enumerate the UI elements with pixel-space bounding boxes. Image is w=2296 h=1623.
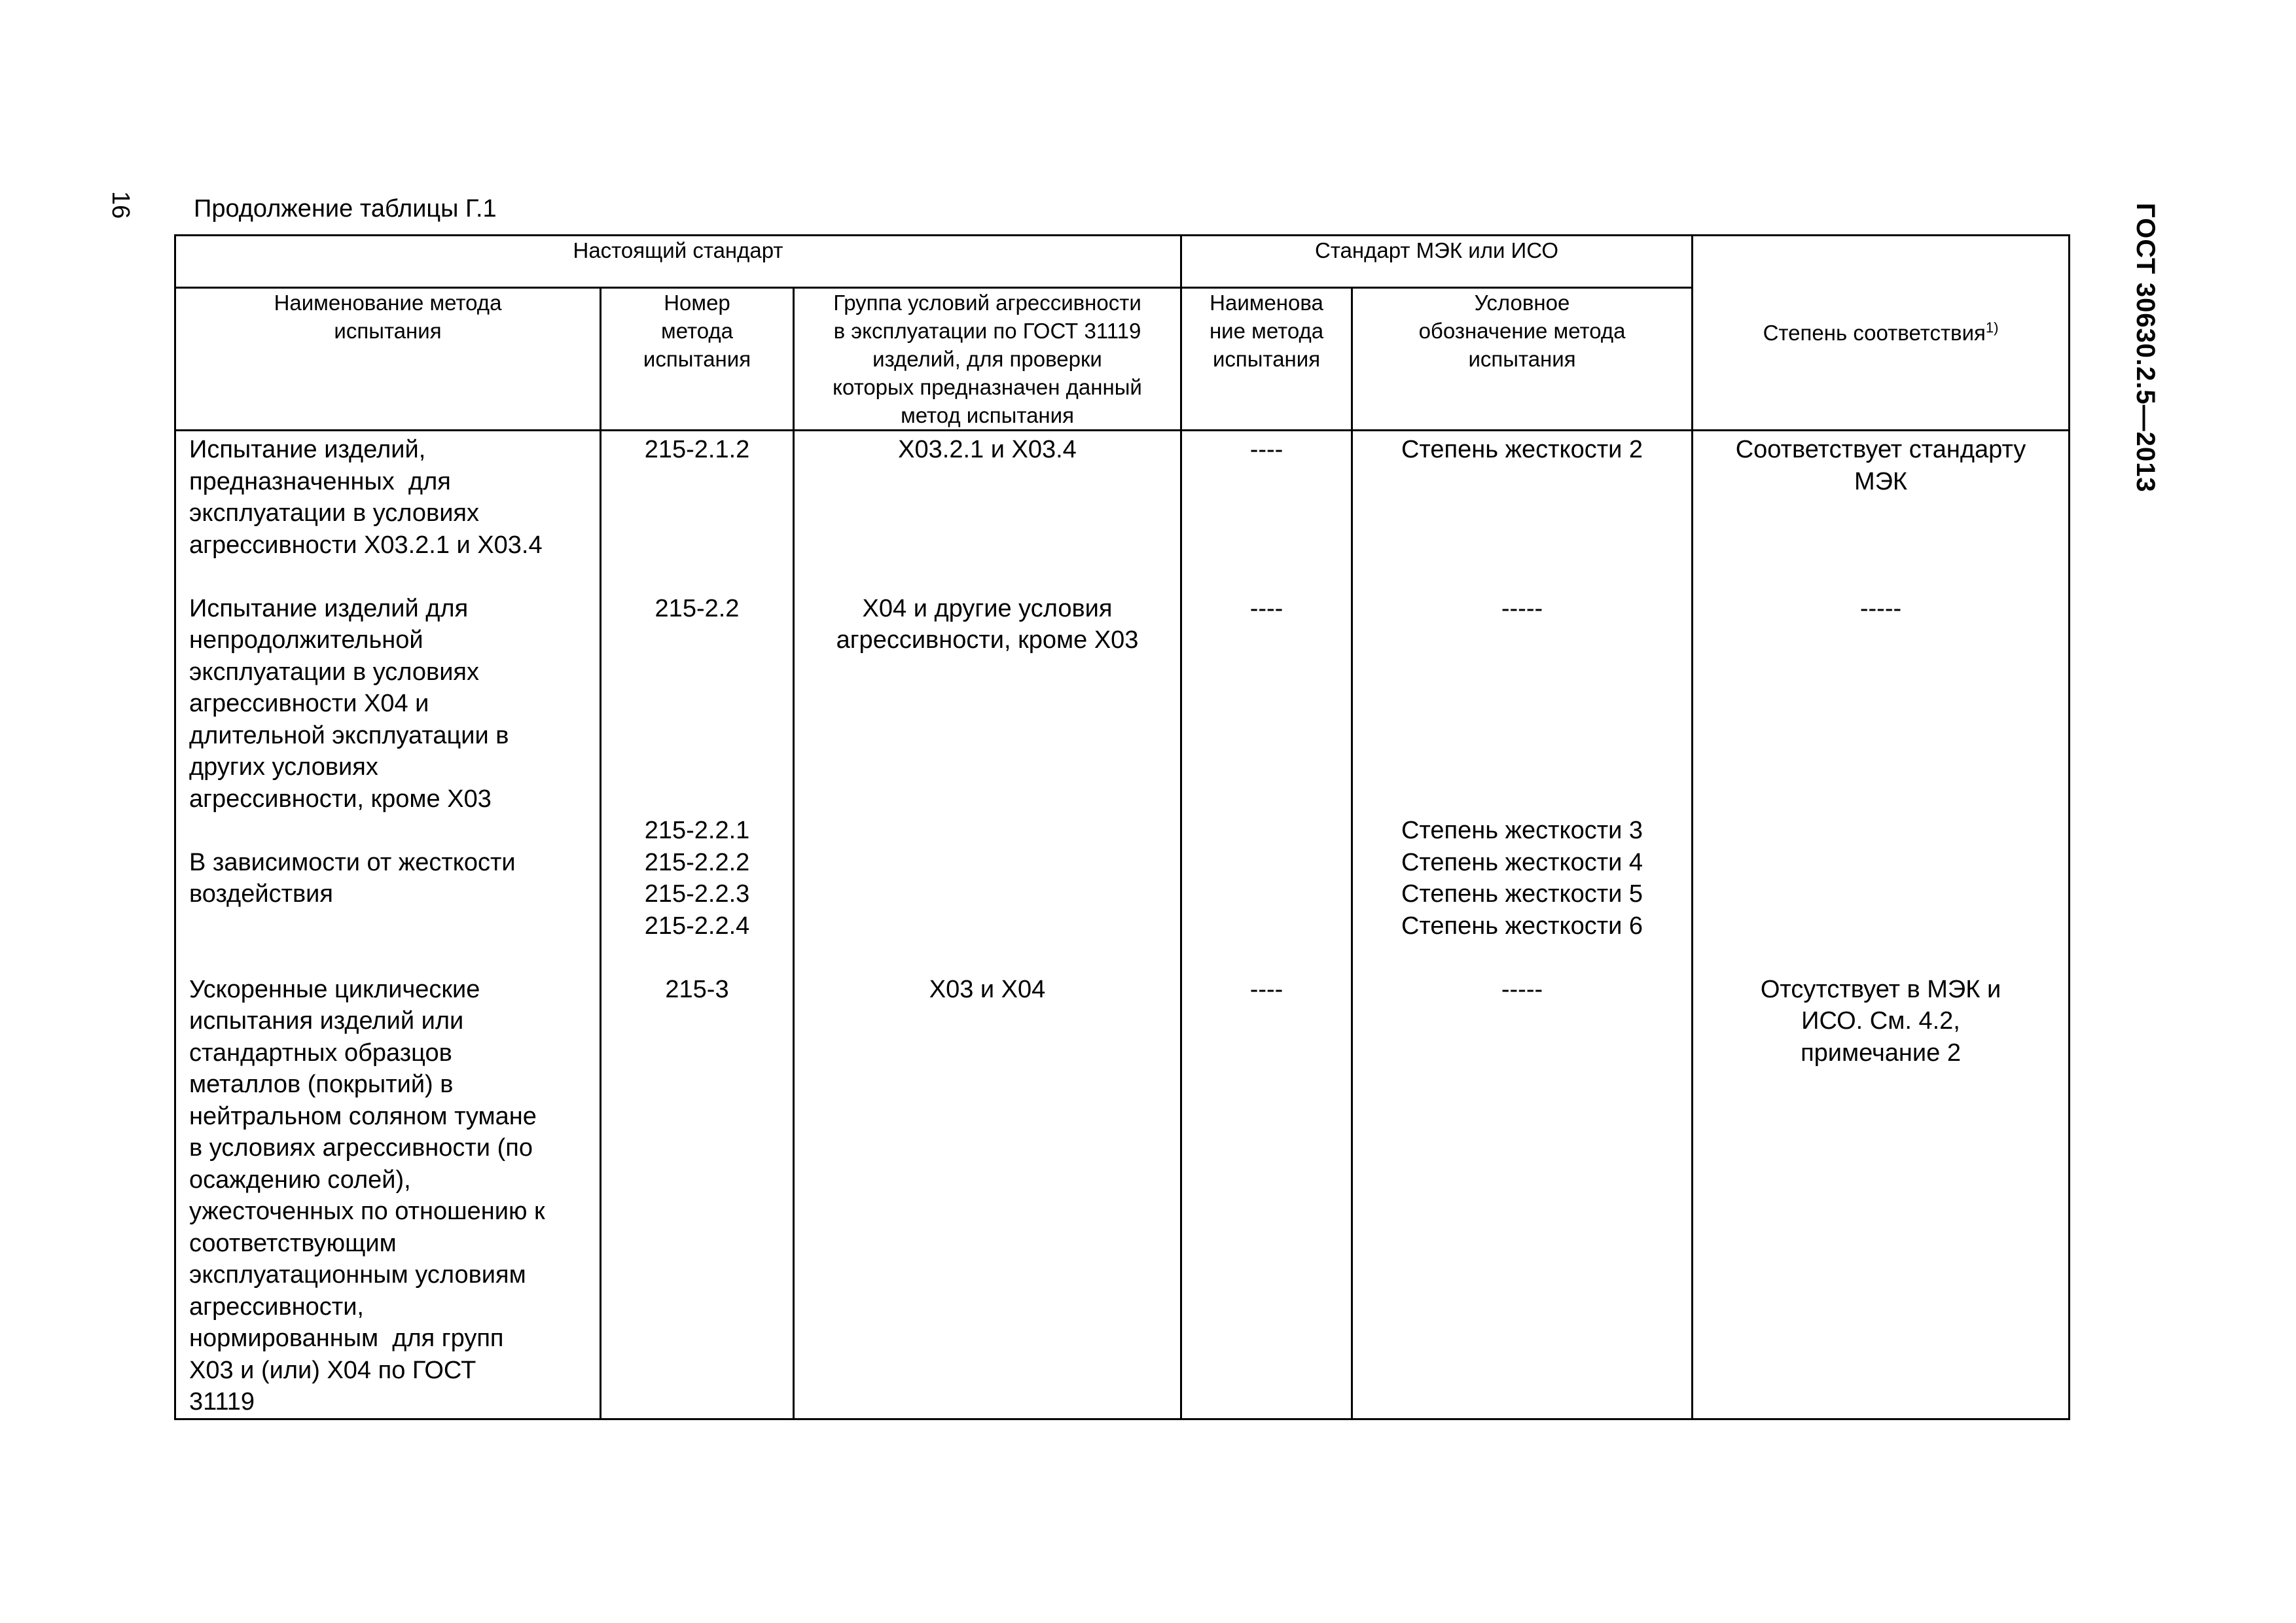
table-body-row xyxy=(175,431,2070,1419)
cell-method-number: 215-2.1.2 215-2.2 215-2.2.1 215-2.2.2 215-2.2.3 215-2.2.4 215-3 xyxy=(644,436,750,1003)
group-header-iec-iso: Стандарт МЭК или ИСО xyxy=(1181,236,1693,288)
page-number: 16 xyxy=(107,191,134,219)
cell-iec-designation: Степень жесткости 2 ----- Степень жесткости 3 Степень жесткости 4 Степень жесткости 5 Степень жесткости 6 ----- xyxy=(1401,436,1643,1003)
col-header-degree xyxy=(1693,236,2070,431)
col-header-condition-group: Группа условий агрессивности в эксплуатации по ГОСТ 31119 изделий, для проверки которых предназначен данный метод испытания xyxy=(794,288,1181,431)
col-header-degree-label: Степень соответствия xyxy=(1763,321,1986,345)
degree-footnote-mark: 1) xyxy=(1985,319,1999,336)
cell-degree: Соответствует стандарту МЭК ----- Отсутствует в МЭК и ИСО. См. 4.2, примечание 2 xyxy=(1735,436,2026,1067)
col-header-iec-method-name: Наименова ние метода испытания xyxy=(1181,288,1352,431)
col-header-method-name: Наименование метода испытания xyxy=(175,288,601,431)
cell-method-name: Испытание изделий, предназначенных для эксплуатации в условиях агрессивности Х03.2.1 и Х03.4 Испытание изделий для непродолжительной эксплуатации в условиях агрессивности Х04 и длительной эксплуатации в других условиях агрессивности, кроме Х03 В зависимости от жесткости воздействия Ускоренные циклические испытания изделий или стандартных образцов металлов (покрытий) в нейтральном соляном тумане в условиях агрессивности (по осаждению солей), ужесточенных по отношению к соответствующим эксплуатационным условиям агрессивности, нормированным для групп Х03 и (или) Х04 по ГОСТ 31119 xyxy=(189,436,545,1416)
group-header-row xyxy=(175,236,2070,288)
group-header-this-standard: Настоящий стандарт xyxy=(175,236,1181,288)
cell-iec-method-name: ---- ---- ---- xyxy=(1249,436,1283,1003)
document-code: ГОСТ 30630.2.5—2013 xyxy=(2131,203,2160,493)
methods-table xyxy=(174,234,2070,1420)
col-header-method-number: Номер метода испытания xyxy=(601,288,794,431)
col-header-iec-designation: Условное обозначение метода испытания xyxy=(1352,288,1693,431)
cell-condition-group: Х03.2.1 и Х03.4 Х04 и другие условия агрессивности, кроме Х03 Х03 и Х04 xyxy=(836,436,1139,1003)
table-caption: Продолжение таблицы Г.1 xyxy=(194,195,497,223)
